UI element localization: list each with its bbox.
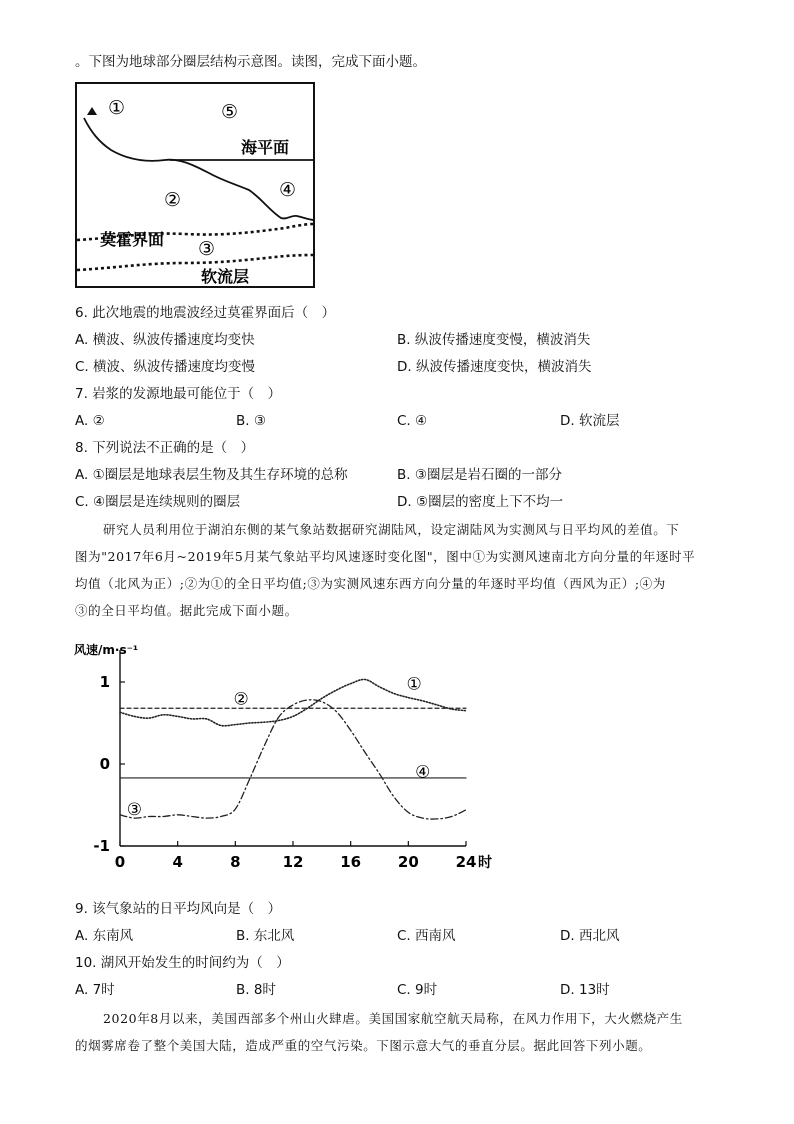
y-tick-label: -1 bbox=[93, 837, 110, 855]
q6-option-c[interactable]: C. 横波、纵波传播速度均变慢 bbox=[75, 359, 256, 375]
passage3-line1: 2020年8月以来，美国西部多个州山火肆虐。美国国家航空航天局称，在风力作用下，大火燃烧产生 bbox=[103, 1011, 683, 1026]
q9-option-b[interactable]: B. 东北风 bbox=[236, 928, 295, 944]
label-circle-3: ③ bbox=[198, 238, 216, 260]
q7-stem: 7. 岩浆的发源地最可能位于（ ） bbox=[75, 386, 282, 402]
q6-stem: 6. 此次地震的地震波经过莫霍界面后（ ） bbox=[75, 305, 336, 321]
label-circle-2: ② bbox=[164, 189, 182, 211]
earth-layer-diagram bbox=[75, 82, 315, 288]
q6-option-a[interactable]: A. 横波、纵波传播速度均变快 bbox=[75, 332, 255, 348]
intro-text: 。下图为地球部分圈层结构示意图。读图，完成下面小题。 bbox=[75, 54, 426, 70]
x-tick-label: 12 bbox=[282, 853, 304, 871]
passage2-line2: 图为"2017年6月~2019年5月某气象站平均风速逐时变化图"，图中①为实测风速南北方向分量的年逐时平 bbox=[75, 549, 696, 564]
series-label-4: ④ bbox=[415, 762, 431, 783]
y-tick-label: 0 bbox=[99, 755, 110, 773]
y-axis-label: 风速/m·s⁻¹ bbox=[74, 643, 139, 657]
x-tick-label: 0 bbox=[114, 853, 126, 871]
sea-level-label: 海平面 bbox=[241, 138, 290, 157]
q8-option-d[interactable]: D. ⑤圈层的密度上下不均一 bbox=[397, 494, 564, 510]
x-tick-label: 8 bbox=[230, 853, 241, 871]
q7-option-d[interactable]: D. 软流层 bbox=[560, 413, 620, 429]
passage2-line1: 研究人员利用位于湖泊东侧的某气象站数据研究湖陆风，设定湖陆风为实测风与日平均风的差值。下 bbox=[103, 522, 680, 537]
label-circle-4: ④ bbox=[279, 179, 297, 201]
q9-stem: 9. 该气象站的日平均风向是（ ） bbox=[75, 901, 282, 917]
asthenosphere-label: 软流层 bbox=[201, 267, 250, 286]
q8-option-c[interactable]: C. ④圈层是连续规则的圈层 bbox=[75, 494, 241, 510]
series-label-2: ② bbox=[233, 689, 249, 710]
q9-option-d[interactable]: D. 西北风 bbox=[560, 928, 620, 944]
q9-option-a[interactable]: A. 东南风 bbox=[75, 928, 134, 944]
x-axis-label: 时 bbox=[478, 855, 492, 871]
x-tick-label: 4 bbox=[172, 853, 183, 871]
q10-option-a[interactable]: A. 7时 bbox=[75, 982, 115, 998]
y-tick-label: 1 bbox=[99, 673, 110, 691]
passage3-line2: 的烟雾席卷了整个美国大陆，造成严重的空气污染。下图示意大气的垂直分层。据此回答下列小题。 bbox=[75, 1038, 652, 1053]
x-tick-label: 16 bbox=[340, 853, 362, 871]
q6-option-d[interactable]: D. 纵波传播速度变快，横波消失 bbox=[397, 359, 592, 375]
label-circle-1: ① bbox=[108, 97, 126, 119]
series-line-3 bbox=[120, 700, 466, 819]
q10-option-c[interactable]: C. 9时 bbox=[397, 982, 438, 998]
q8-option-a[interactable]: A. ①圈层是地球表层生物及其生存环境的总称 bbox=[75, 467, 348, 483]
moho-label: 莫霍界面 bbox=[100, 230, 165, 249]
passage2-line3: 均值（北风为正）;②为①的全日平均值;③为实测风速东西方向分量的年逐时平均值（西风为正）;④为 bbox=[75, 576, 666, 591]
q10-option-b[interactable]: B. 8时 bbox=[236, 982, 276, 998]
q7-option-c[interactable]: C. ④ bbox=[397, 413, 428, 429]
x-tick-label: 20 bbox=[397, 853, 419, 871]
q6-option-b[interactable]: B. 纵波传播速度变慢，横波消失 bbox=[397, 332, 591, 348]
q7-option-a[interactable]: A. ② bbox=[75, 413, 105, 429]
wind-speed-chart bbox=[70, 636, 500, 886]
q8-option-b[interactable]: B. ③圈层是岩石圈的一部分 bbox=[397, 467, 562, 483]
q10-option-d[interactable]: D. 13时 bbox=[560, 982, 610, 998]
q8-stem: 8. 下列说法不正确的是（ ） bbox=[75, 440, 255, 456]
q9-option-c[interactable]: C. 西南风 bbox=[397, 928, 456, 944]
series-label-3: ③ bbox=[126, 800, 143, 821]
passage2-line4: ③的全日平均值。据此完成下面小题。 bbox=[75, 603, 298, 618]
x-tick-label: 24 bbox=[455, 853, 477, 871]
series-label-1: ① bbox=[406, 674, 422, 695]
label-circle-5: ⑤ bbox=[221, 101, 239, 123]
q7-option-b[interactable]: B. ③ bbox=[236, 413, 266, 429]
q10-stem: 10. 湖风开始发生的时间约为（ ） bbox=[75, 955, 290, 971]
